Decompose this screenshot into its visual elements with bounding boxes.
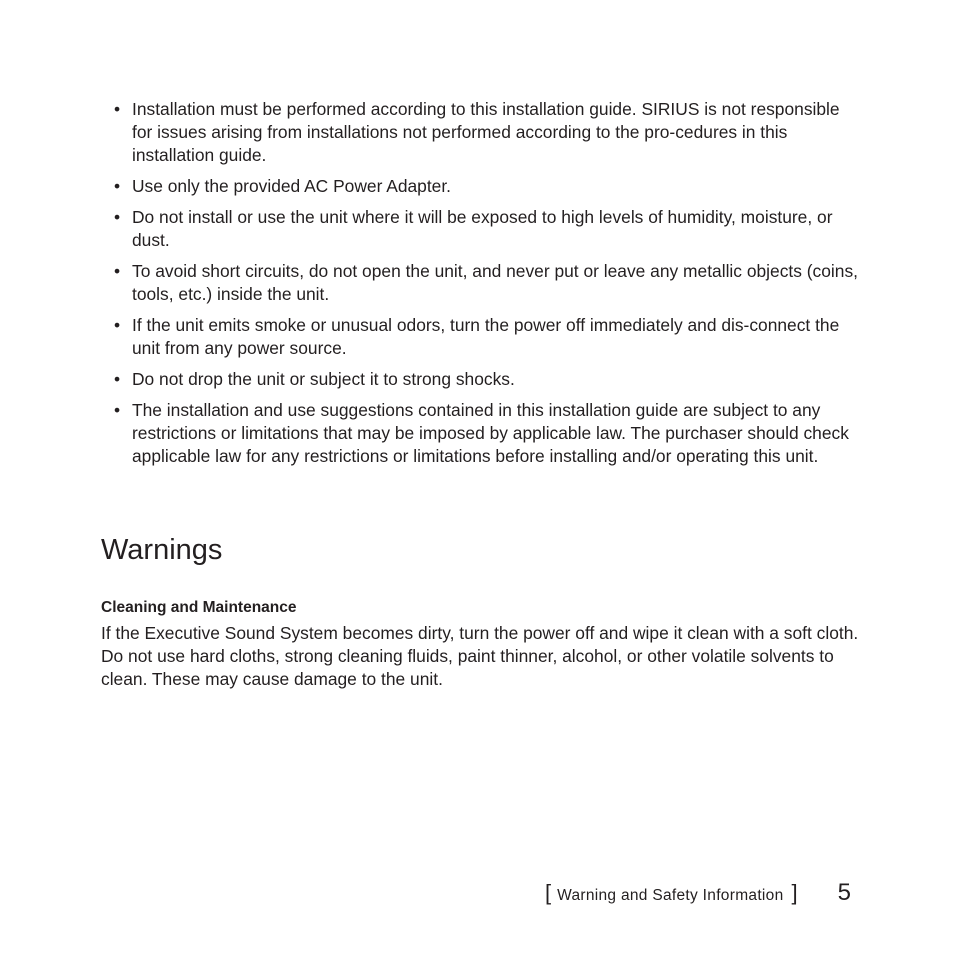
bullet-mark: • [114,99,121,119]
bullet-mark: • [114,207,121,227]
bullet-mark: • [114,176,121,196]
bullet-item [114,175,859,198]
page-number: 5 [837,879,851,906]
bullet-item [114,206,859,252]
bullet-item [114,399,859,468]
bullet-text: If the unit emits smoke or unusual odors, turn the power off immediately and dis-connect the unit from any power source. [132,315,840,358]
bullet-text: Installation must be performed according to this installation guide. SIRIUS is not responsible for issues arising from installations not performed according to the pro-cedures in this installation guide. [132,99,840,165]
bullet-text: The installation and use suggestions contained in this installation guide are subject to any restrictions or limitations that may be imposed by applicable law. The purchaser should check applicable law for any restrictions or limitations before installing and/or operating this unit. [132,400,849,466]
bullet-item [114,260,859,306]
bullet-mark: • [114,315,121,335]
bullet-text: To avoid short circuits, do not open the unit, and never put or leave any metallic objects (coins, tools, etc.) inside the unit. [132,261,858,304]
cleaning-paragraph: If the Executive Sound System becomes dirty, turn the power off and wipe it clean with a soft cloth. Do not use hard cloths, strong cleaning fluids, paint thinner, alcohol, or other volatile solvents to clean. These may cause damage to the unit. [101,623,859,689]
bullet-mark: • [114,400,121,420]
footer-section-label: Warning and Safety Information [557,887,784,904]
footer-open-bracket: [ [544,880,552,905]
bullet-item [114,98,859,167]
bullet-mark: • [114,261,121,281]
bullet-item [114,314,859,360]
bullet-mark: • [114,369,121,389]
page-footer [545,878,851,908]
bullet-text: Use only the provided AC Power Adapter. [132,176,452,196]
subheading: Cleaning and Maintenance [101,599,297,616]
bullet-text: Do not drop the unit or subject it to strong shocks. [132,369,515,389]
footer-close-bracket: ] [791,880,798,905]
section-title: Warnings [101,534,223,566]
bullet-text: Do not install or use the unit where it will be exposed to high levels of humidity, moisture, or dust. [132,207,833,250]
bullet-item [114,368,859,391]
safety-bullet-list [114,98,859,476]
